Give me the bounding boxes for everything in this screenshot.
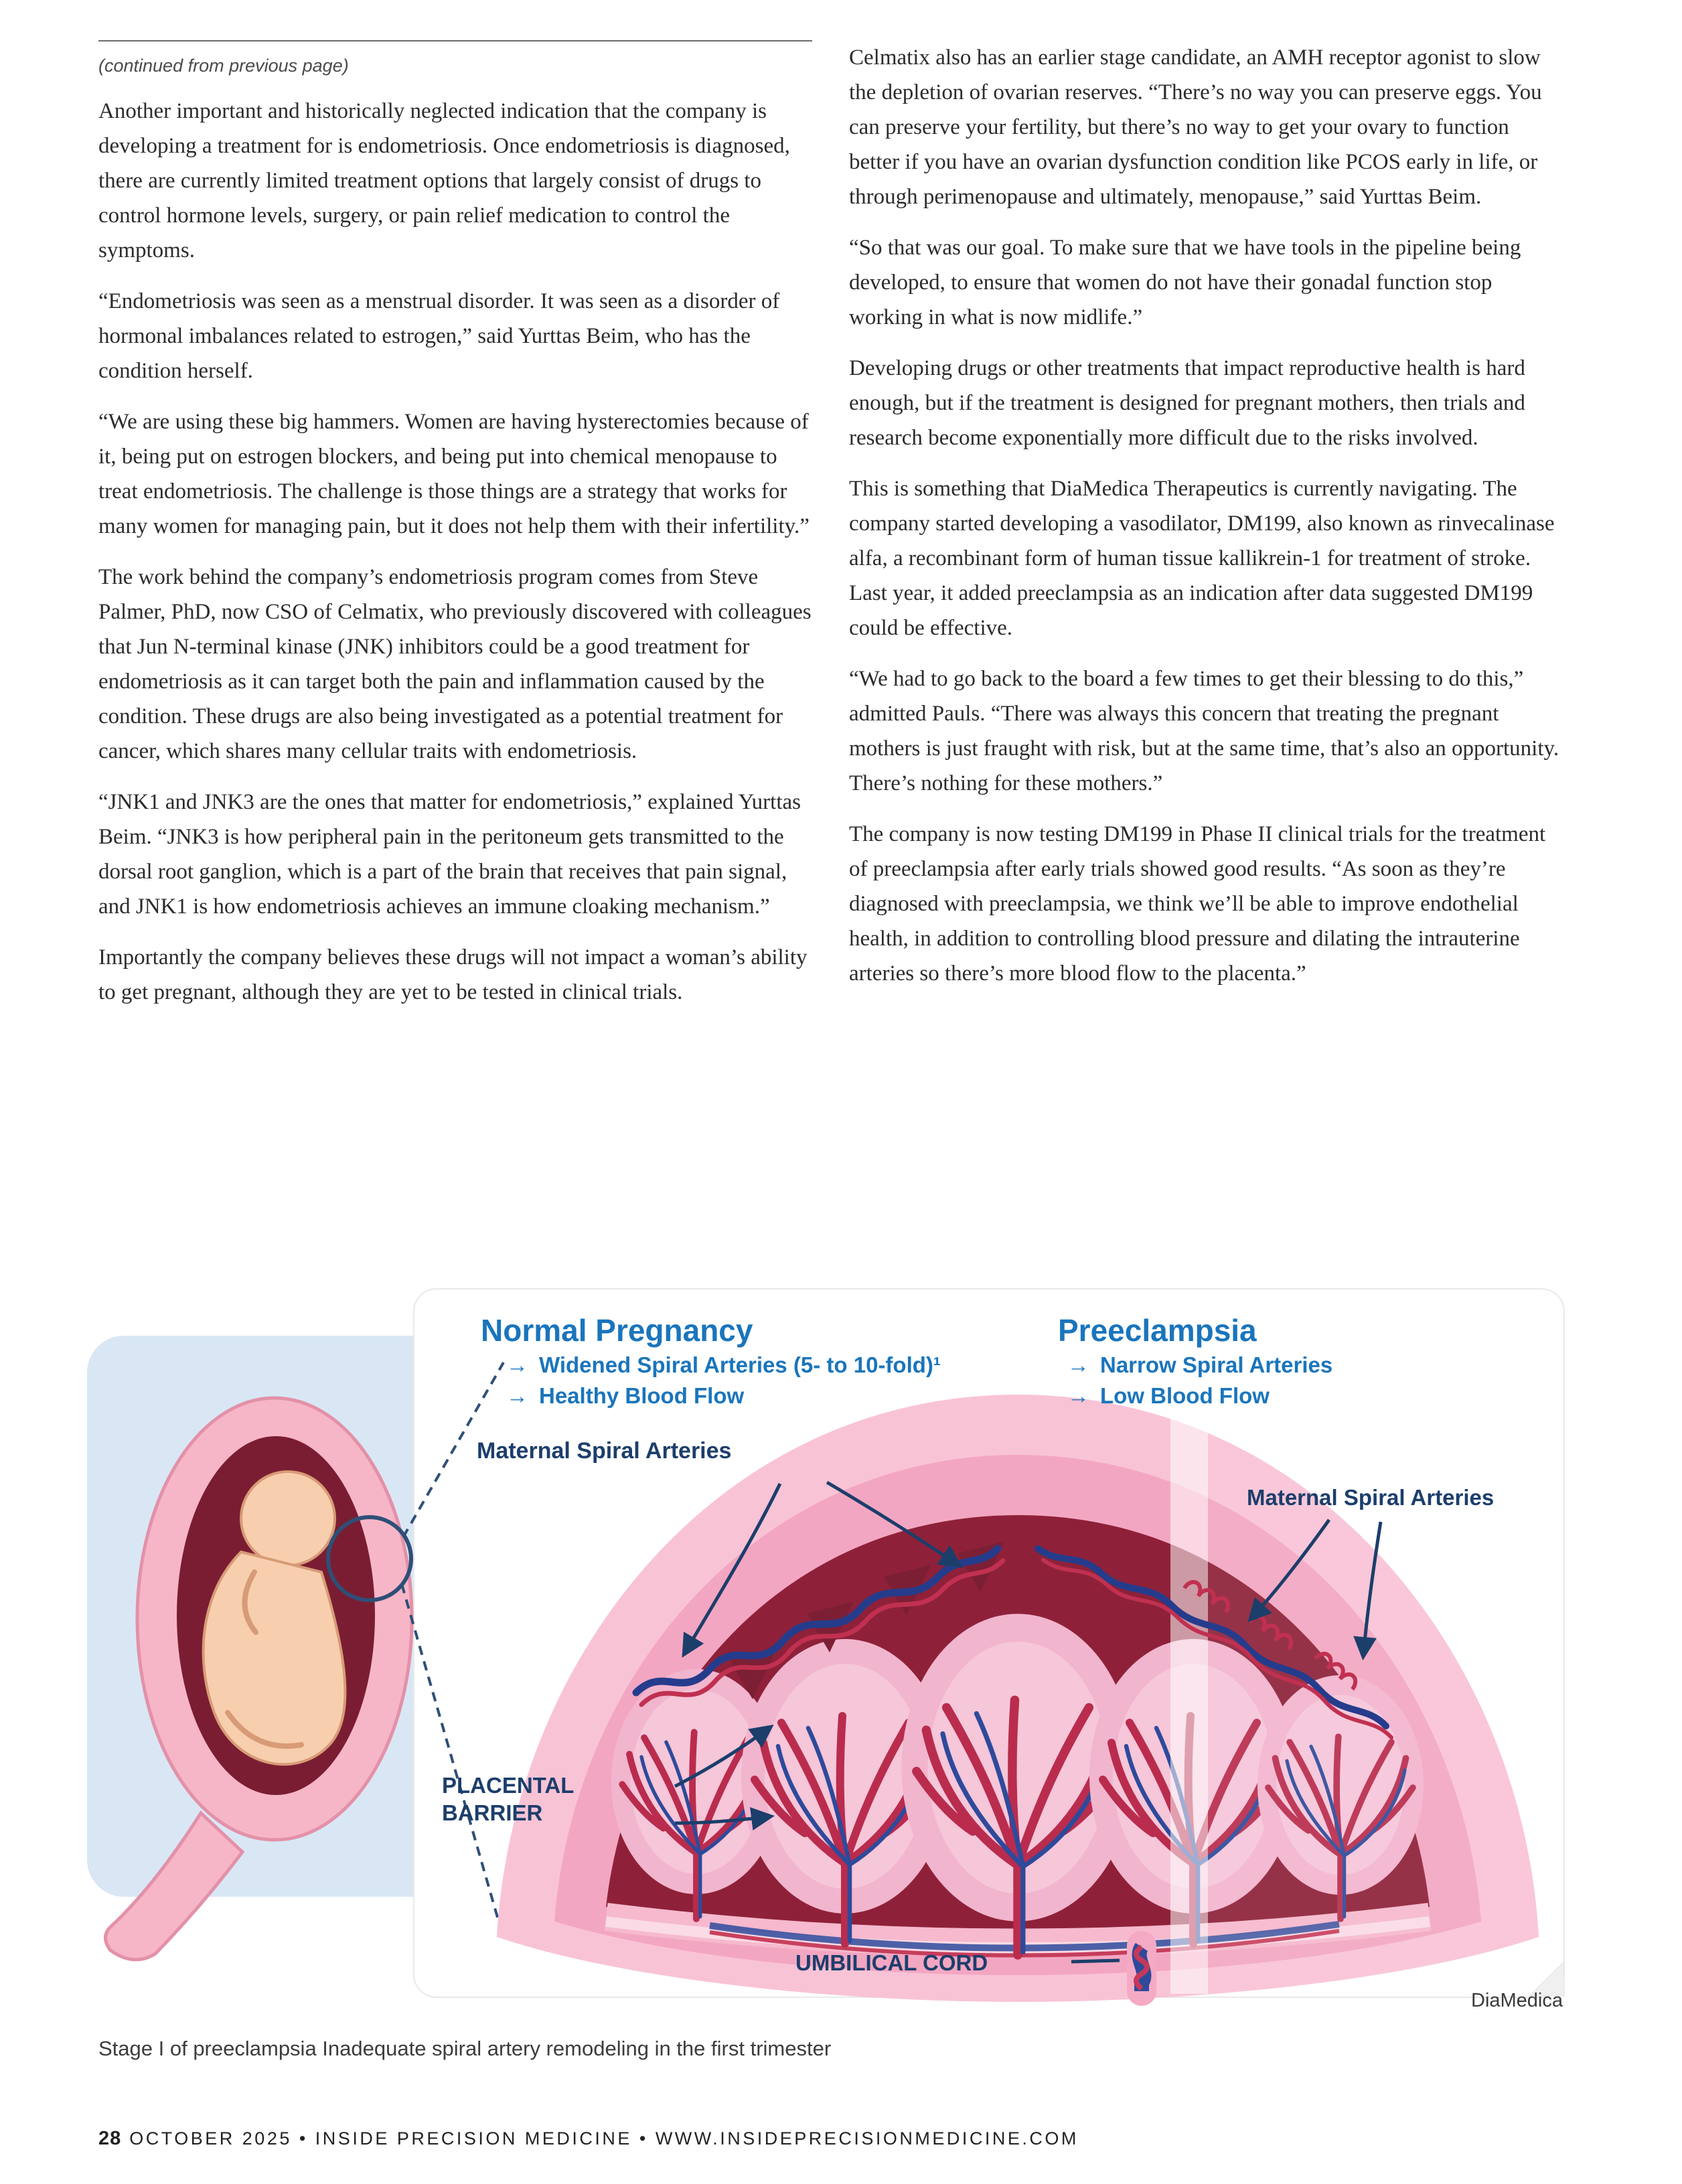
figure-divider	[1170, 1395, 1208, 1994]
label-umbilical-cord: UMBILICAL CORD	[795, 1950, 988, 1975]
preeclampsia-bullet-1	[1067, 1352, 1332, 1378]
figure-caption: Stage I of preeclampsia Inadequate spiral artery remodeling in the first trimester	[98, 2037, 832, 2060]
right-column	[849, 40, 1563, 1007]
label-placental-barrier	[442, 1772, 574, 1827]
left-column	[98, 40, 812, 1026]
figure-title-preeclampsia: Preeclampsia	[1058, 1313, 1257, 1348]
figure-title-normal: Normal Pregnancy	[481, 1313, 753, 1348]
paragraph: Developing drugs or other treatments that impact reproductive health is hard enough, but if the treatment is designed for pregnant mothers, then trials and research become exponentially more difficult due to the risks involved.	[849, 356, 1525, 450]
normal-bullet-1	[506, 1352, 941, 1378]
fetus-head	[241, 1472, 335, 1565]
paragraph: “We had to go back to the board a few times to get their blessing to do this,” admitted Pauls. “There was always this concern that treating the pregnant mothers is just fraught with risk, but at the same time, that’s also an opportunity. There’s nothing for these mothers.”	[849, 667, 1559, 795]
page-number: 28	[98, 2128, 122, 2149]
label-line: PLACENTAL	[442, 1773, 575, 1798]
arrow-icon: →	[506, 1352, 528, 1377]
footer-text: OCTOBER 2025 • INSIDE PRECISION MEDICINE • WWW.INSIDEPRECISIONMEDICINE.COM	[129, 2128, 1079, 2149]
paragraph: “Endometriosis was seen as a menstrual disorder. It was seen as a disorder of hormonal imbalances related to estrogen,” said Yurttas Beim, who has the condition herself.	[98, 289, 780, 383]
paragraph: This is something that DiaMedica Therapeutics is currently navigating. The company started developing a vasodilator, DM199, also known as rinvecalinase alfa, a recombinant form of human tissue kallikrein-1 for treatment of stroke. Last year, it added preeclampsia as an indication after data suggested DM199 could be effective.	[849, 477, 1555, 640]
paragraph: The work behind the company’s endometriosis program comes from Steve Palmer, PhD, now CSO of Celmatix, who previously discovered with colleagues that Jun N-terminal kinase (JNK) inhibitors could be a good treatment for endometriosis as it can target both the pain and inflammation caused by the condition. These drugs are also being investigated as a potential treatment for cancer, which shares many cellular traits with endometriosis.	[98, 565, 812, 763]
figure-credit: DiaMedica	[1471, 1990, 1563, 2011]
paragraph: The company is now testing DM199 in Phase II clinical trials for the treatment of preeclampsia after early trials showed good results. “As soon as they’re diagnosed with preeclampsia, we think we’ll be able to improve endothelial health, in addition to controlling blood pressure and dilating the intrauterine arteries so there’s more blood flow to the placenta.”	[849, 822, 1546, 986]
bullet-text: Low Blood Flow	[1100, 1383, 1270, 1408]
paragraph: “So that was our goal. To make sure that we have tools in the pipeline being developed, to ensure that women do not have their gonadal function stop working in what is now midlife.”	[849, 236, 1521, 329]
normal-bullet-2	[506, 1383, 744, 1409]
paragraph: “We are using these big hammers. Women are having hysterectomies because of it, being put on estrogen blockers, and being put into chemical menopause to treat endometriosis. The challenge is those things are a strategy that works for many women for managing pain, but it does not help them with their infertility.”	[98, 410, 810, 538]
arrow-icon: →	[506, 1383, 528, 1408]
label-maternal-spiral-arteries-right: Maternal Spiral Arteries	[1247, 1485, 1495, 1510]
bullet-text: Healthy Blood Flow	[539, 1383, 745, 1408]
continued-note: (continued from previous page)	[98, 40, 812, 83]
preeclampsia-bullet-2	[1067, 1383, 1270, 1409]
bullet-text: Widened Spiral Arteries (5- to 10-fold)¹	[539, 1352, 941, 1377]
label-maternal-spiral-arteries-left: Maternal Spiral Arteries	[477, 1438, 732, 1464]
umbilical-cord	[1136, 1946, 1147, 1991]
label-line: BARRIER	[442, 1800, 543, 1826]
page-footer	[98, 2128, 1079, 2150]
placenta-illustration	[0, 1284, 1682, 2034]
paragraph: Celmatix also has an earlier stage candidate, an AMH receptor agonist to slow the depletion of ovarian reserves. “There’s no way you can preserve eggs. You can preserve your fertility, but there’s no way to get your ovary to function better if you have an ovarian dysfunction condition like PCOS early in life, or through perimenopause and ultimately, menopause,” said Yurttas Beim.	[849, 46, 1542, 209]
paragraph: Another important and historically neglected indication that the company is developing a treatment for is endometriosis. Once endometriosis is diagnosed, there are currently limited treatment options that largely consist of drugs to control hormone levels, surgery, or pain relief medication to control the symptoms.	[98, 99, 790, 262]
placenta-figure	[0, 1284, 1682, 2034]
arrow-icon: →	[1067, 1352, 1089, 1377]
arrow-icon: →	[1067, 1383, 1089, 1408]
fetus-body	[204, 1552, 346, 1764]
bullet-text: Narrow Spiral Arteries	[1100, 1352, 1333, 1377]
paragraph: Importantly the company believes these drugs will not impact a woman’s ability to get pregnant, although they are yet to be tested in clinical trials.	[98, 945, 808, 1004]
paragraph: “JNK1 and JNK3 are the ones that matter for endometriosis,” explained Yurttas Beim. “JNK3 is how peripheral pain in the peritoneum gets transmitted to the dorsal root ganglion, which is a part of the brain that receives that pain signal, and JNK1 is how endometriosis achieves an immune cloaking mechanism.”	[98, 790, 801, 919]
